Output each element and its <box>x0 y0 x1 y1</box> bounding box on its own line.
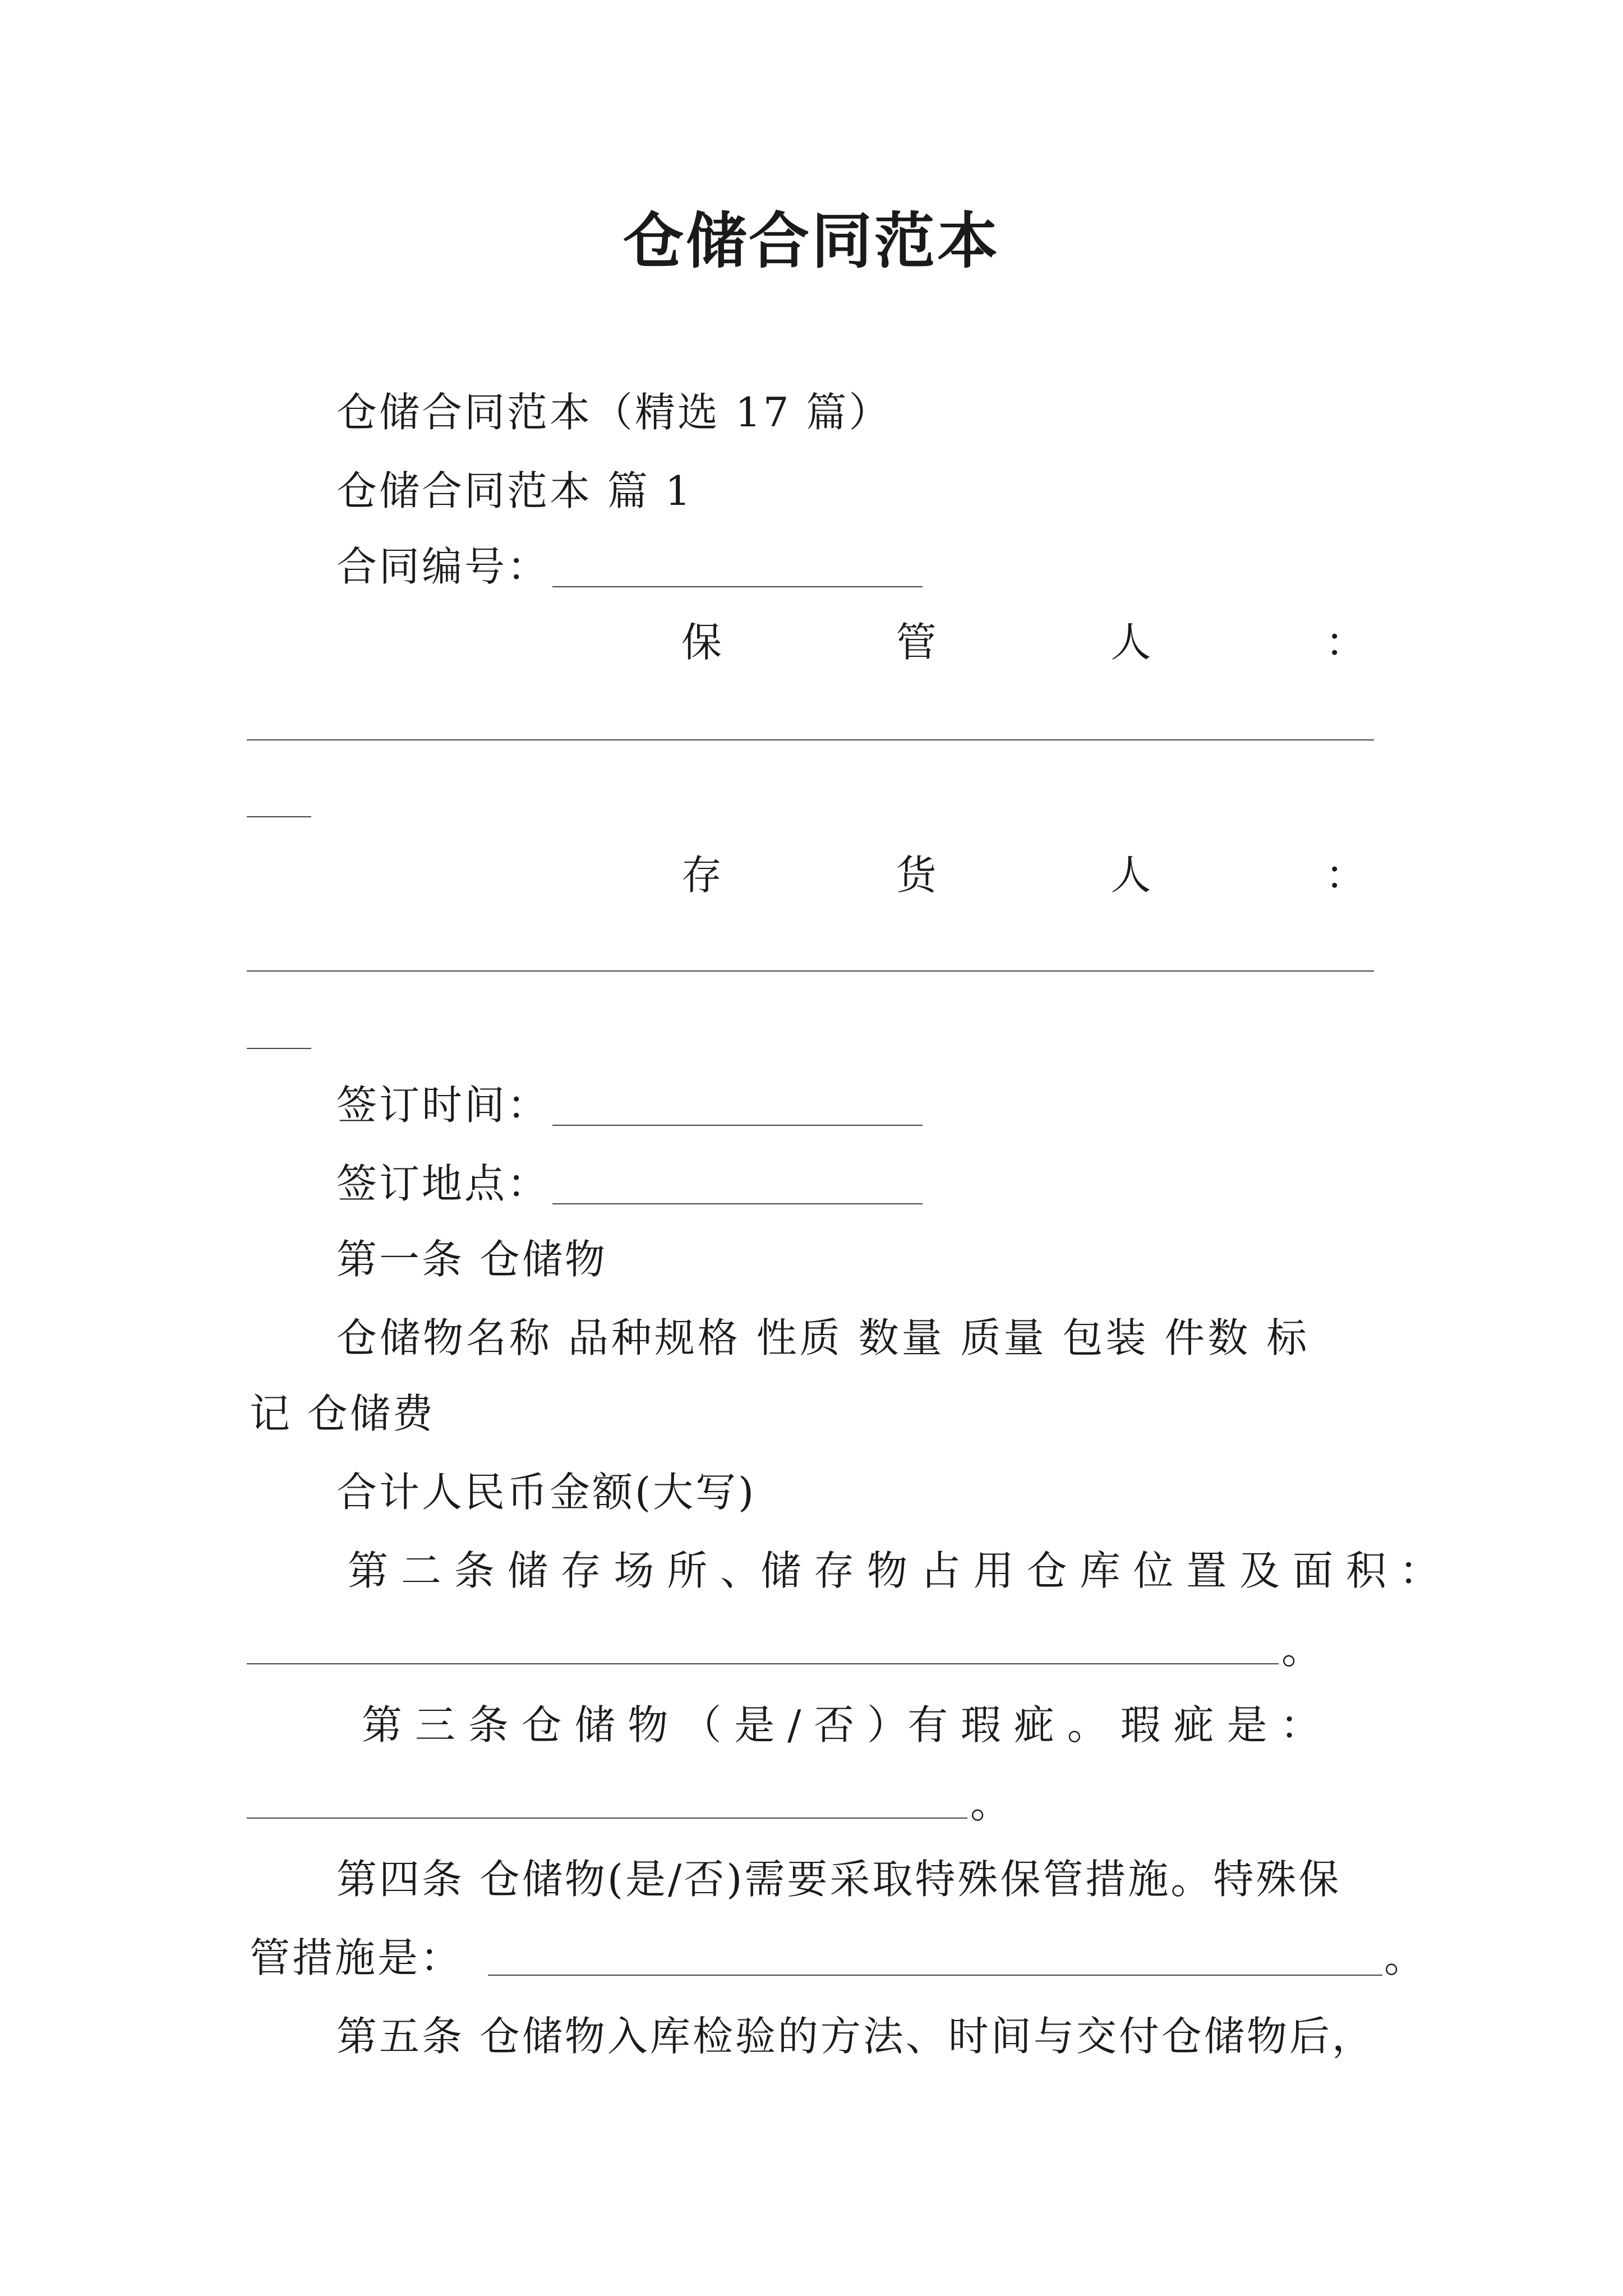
contract-no-blank <box>552 586 923 587</box>
keeper-char: 保 <box>681 619 722 666</box>
article4-blank <box>488 1975 1382 1976</box>
contract-no-label: 合同编号： <box>336 543 550 590</box>
document-title: 仓储合同范本 <box>623 206 1000 277</box>
article4-end: 。 <box>1384 1934 1427 1981</box>
article4-text-cont: 管措施是： <box>250 1934 463 1981</box>
sign-time-blank <box>552 1125 923 1126</box>
article1-items-cont: 记 仓储费 <box>250 1390 435 1437</box>
depositor-blank-cont <box>247 1048 311 1049</box>
keeper-char: ： <box>1325 619 1366 666</box>
article2-blank <box>247 1663 1279 1664</box>
section-heading: 仓储合同范本 篇 1 <box>336 467 693 514</box>
document-subtitle: 仓储合同范本（精选 17 篇） <box>336 389 892 436</box>
article2-text: 第 二 条 储 存 场 所 、储 存 物 占 用 仓 库 位 置 及 面 积 ： <box>348 1547 1440 1594</box>
depositor-blank <box>247 970 1374 972</box>
depositor-char: 货 <box>896 852 937 899</box>
article4-text: 第四条 仓储物(是/否)需要采取特殊保管措施。特殊保 <box>336 1856 1341 1903</box>
depositor-label <box>681 850 1366 900</box>
article3-blank <box>247 1818 967 1819</box>
keeper-blank <box>247 739 1374 740</box>
depositor-char: 存 <box>681 852 722 899</box>
article1-total: 合计人民币金额(大写) <box>336 1469 757 1516</box>
depositor-char: 人 <box>1110 852 1151 899</box>
article1-items: 仓储物名称 品种规格 性质 数量 质量 包装 件数 标 <box>336 1314 1310 1361</box>
depositor-char: ： <box>1325 852 1366 899</box>
keeper-char: 管 <box>896 619 937 666</box>
article1-heading: 第一条 仓储物 <box>336 1236 607 1283</box>
article3-text: 第 三 条 仓 储 物 （ 是 / 否 ）有 瑕 疵 。 瑕 疵 是 ： <box>362 1701 1321 1749</box>
article3-end: 。 <box>970 1780 1013 1827</box>
keeper-blank-cont <box>247 816 311 817</box>
keeper-label <box>681 617 1366 668</box>
article5-text: 第五条 仓储物入库检验的方法、时间与交付仓储物后， <box>336 2013 1375 2060</box>
sign-place-label: 签订地点： <box>336 1160 550 1207</box>
article2-end: 。 <box>1281 1626 1325 1673</box>
sign-time-label: 签订时间： <box>336 1082 550 1129</box>
sign-place-blank <box>552 1203 923 1204</box>
keeper-char: 人 <box>1110 619 1151 666</box>
